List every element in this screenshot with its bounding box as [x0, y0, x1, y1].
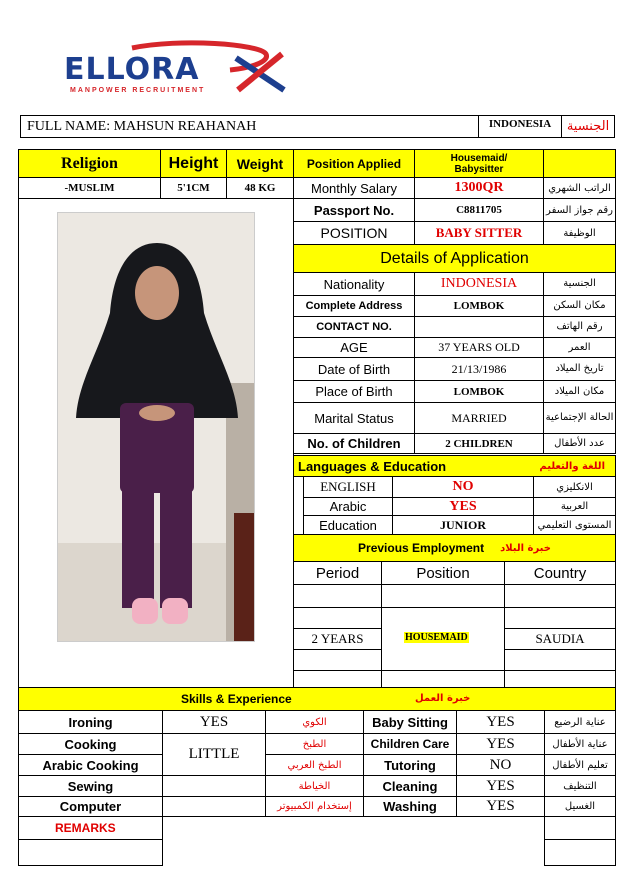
employment-title [293, 534, 616, 562]
position-applied-value: Housemaid/ Babysitter [414, 149, 544, 178]
details-row-8-value: 2 CHILDREN [414, 433, 544, 454]
language-row-2-value: YES [392, 497, 534, 516]
languages-title-en: Languages & Education [298, 458, 447, 474]
employment-row-5-country [504, 670, 616, 688]
person-photo-icon [58, 213, 255, 642]
full-name-cell [20, 115, 479, 138]
employment-position: HOUSEMAID [405, 632, 468, 643]
full-name-label: FULL NAME: [27, 118, 111, 134]
details-row-7-ar: الحالة الإجتماعية [543, 402, 616, 434]
skill-right-row-3-label: Tutoring [363, 754, 457, 776]
position-applied-ar-empty [543, 149, 616, 178]
skill-left-row-3-ar: الطبخ العربي [265, 754, 364, 776]
employment-row-5-position [381, 670, 505, 688]
employment-row-2-period [293, 607, 382, 629]
details-row-6-ar: مكان الميلاد [543, 380, 616, 403]
details-row-6-label: Place of Birth [293, 380, 415, 403]
religion-value: -MUSLIM [18, 177, 161, 199]
skill-right-row-1-label: Baby Sitting [363, 710, 457, 734]
height-value: 5'1CM [160, 177, 227, 199]
skill-right-row-5-ar: الغسيل [544, 796, 616, 817]
skill-right-row-4-value: YES [456, 775, 545, 797]
monthly-salary-label: Monthly Salary [293, 177, 415, 199]
remarks-value [162, 816, 545, 840]
skill-right-row-3-ar: تعليم الأطفال [544, 754, 616, 776]
skill-left-row-2-ar: الطبخ [265, 733, 364, 755]
logo-brand: ELLORA [64, 52, 200, 87]
employment-row-4-period [293, 649, 382, 671]
skill-right-row-2-value: YES [456, 733, 545, 755]
languages-title-ar: اللغة والتعليم [539, 460, 605, 472]
employment-row-1-position [381, 584, 505, 608]
skill-right-row-4-ar: التنظيف [544, 775, 616, 797]
skill-right-row-1-value: YES [456, 710, 545, 734]
header-nationality: INDONESIA [478, 115, 562, 138]
skill-left-row-4-value [162, 775, 266, 797]
employment-title-en: Previous Employment [358, 541, 485, 555]
employment-title-ar: خبرة البلاد [500, 542, 551, 554]
monthly-salary-ar: الراتب الشهري [543, 177, 616, 199]
details-row-2-label: Complete Address [293, 295, 415, 317]
details-row-7-value: MARRIED [414, 402, 544, 434]
applicant-photo [57, 212, 255, 642]
skill-left-row-5-label: Computer [18, 796, 163, 817]
language-row-3-label: Education [303, 515, 393, 535]
language-row-2-ar: العربية [533, 497, 616, 516]
position-ar: الوظيفة [543, 221, 616, 245]
skill-left-row-1-ar: الكوي [265, 710, 364, 734]
logo-tagline: MANPOWER RECRUITMENT [70, 87, 206, 94]
details-row-3-label: CONTACT NO. [293, 316, 415, 338]
employment-row-1-country [504, 584, 616, 608]
skill-left-row-3-label: Arabic Cooking [18, 754, 163, 776]
details-row-3-value [414, 316, 544, 338]
passport-label: Passport No. [293, 198, 415, 222]
details-row-8-label: No. of Children [293, 433, 415, 454]
details-row-4-value: 37 YEARS OLD [414, 337, 544, 358]
passport-value: C8811705 [414, 198, 544, 222]
skill-right-row-2-label: Children Care [363, 733, 457, 755]
monthly-salary-value: 1300QR [414, 177, 544, 199]
skill-right-row-1-ar: عناية الرضيع [544, 710, 616, 734]
details-row-1-label: Nationality [293, 272, 415, 296]
language-row-3-value: JUNIOR [392, 515, 534, 535]
details-row-2-value: LOMBOK [414, 295, 544, 317]
details-row-4-label: AGE [293, 337, 415, 358]
remarks-ar [544, 816, 616, 840]
language-row-1-value: NO [392, 476, 534, 498]
skills-title-en: Skills & Experience [181, 692, 292, 706]
weight-label: Weight [226, 149, 294, 178]
skill-right-row-5-value: YES [456, 796, 545, 817]
skills-title [18, 687, 616, 711]
remarks-label: REMARKS [18, 816, 163, 840]
employment-row-4-country [504, 649, 616, 671]
employment-col-country: Country [504, 561, 616, 585]
remarks-extra-left [18, 839, 163, 866]
skill-left-row-4-ar: الخياطة [265, 775, 364, 797]
employment-period: 2 YEARS [293, 628, 382, 650]
language-row-3-ar: المستوى التعليمي [533, 515, 616, 535]
skill-left-row-2-label: Cooking [18, 733, 163, 755]
skill-left-row-5-value [162, 796, 266, 817]
weight-value: 48 KG [226, 177, 294, 199]
company-logo [60, 40, 290, 102]
skill-left-row-4-label: Sewing [18, 775, 163, 797]
height-label: Height [160, 149, 227, 178]
passport-ar: رقم جواز السفر [543, 198, 616, 222]
employment-col-position: Position [381, 561, 505, 585]
details-row-4-ar: العمر [543, 337, 616, 358]
details-row-1-value: INDONESIA [414, 272, 544, 296]
employment-row-1-period [293, 584, 382, 608]
skill-right-row-4-label: Cleaning [363, 775, 457, 797]
skills-title-ar: خبرة العمل [415, 693, 471, 704]
skill-right-row-3-value: NO [456, 754, 545, 776]
language-row-1-ar: الانكليزي [533, 476, 616, 498]
employment-country: SAUDIA [504, 628, 616, 650]
details-title: Details of Application [293, 244, 616, 273]
position-label: POSITION [293, 221, 415, 245]
language-row-2-label: Arabic [303, 497, 393, 516]
skill-left-row-5-ar: إستخدام الكمبيوتر [265, 796, 364, 817]
remarks-extra-right [544, 839, 616, 866]
employment-row-2-country [504, 607, 616, 629]
religion-label: Religion [18, 149, 161, 178]
full-name-value: MAHSUN REAHANAH [113, 118, 257, 134]
details-row-1-ar: الجنسية [543, 272, 616, 296]
skill-left-row-1-value: YES [162, 710, 266, 734]
employment-col-period: Period [293, 561, 382, 585]
skill-right-row-5-label: Washing [363, 796, 457, 817]
employment-row-5-period [293, 670, 382, 688]
position-applied-label: Position Applied [293, 149, 415, 178]
details-row-7-label: Marital Status [293, 402, 415, 434]
languages-title [293, 455, 616, 477]
details-row-6-value: LOMBOK [414, 380, 544, 403]
details-row-5-label: Date of Birth [293, 357, 415, 381]
details-row-2-ar: مكان السكن [543, 295, 616, 317]
details-row-5-value: 21/13/1986 [414, 357, 544, 381]
details-row-8-ar: عدد الأطفال [543, 433, 616, 454]
language-row-1-label: ENGLISH [303, 476, 393, 498]
details-row-5-ar: تاريخ الميلاد [543, 357, 616, 381]
header-nationality-ar: الجنسية [561, 115, 615, 138]
skill-right-row-2-ar: عناية الأطفال [544, 733, 616, 755]
skill-cooking-merged-value: LITTLE [162, 733, 266, 776]
position-value: BABY SITTER [414, 221, 544, 245]
skill-left-row-1-label: Ironing [18, 710, 163, 734]
details-row-3-ar: رقم الهاتف [543, 316, 616, 338]
